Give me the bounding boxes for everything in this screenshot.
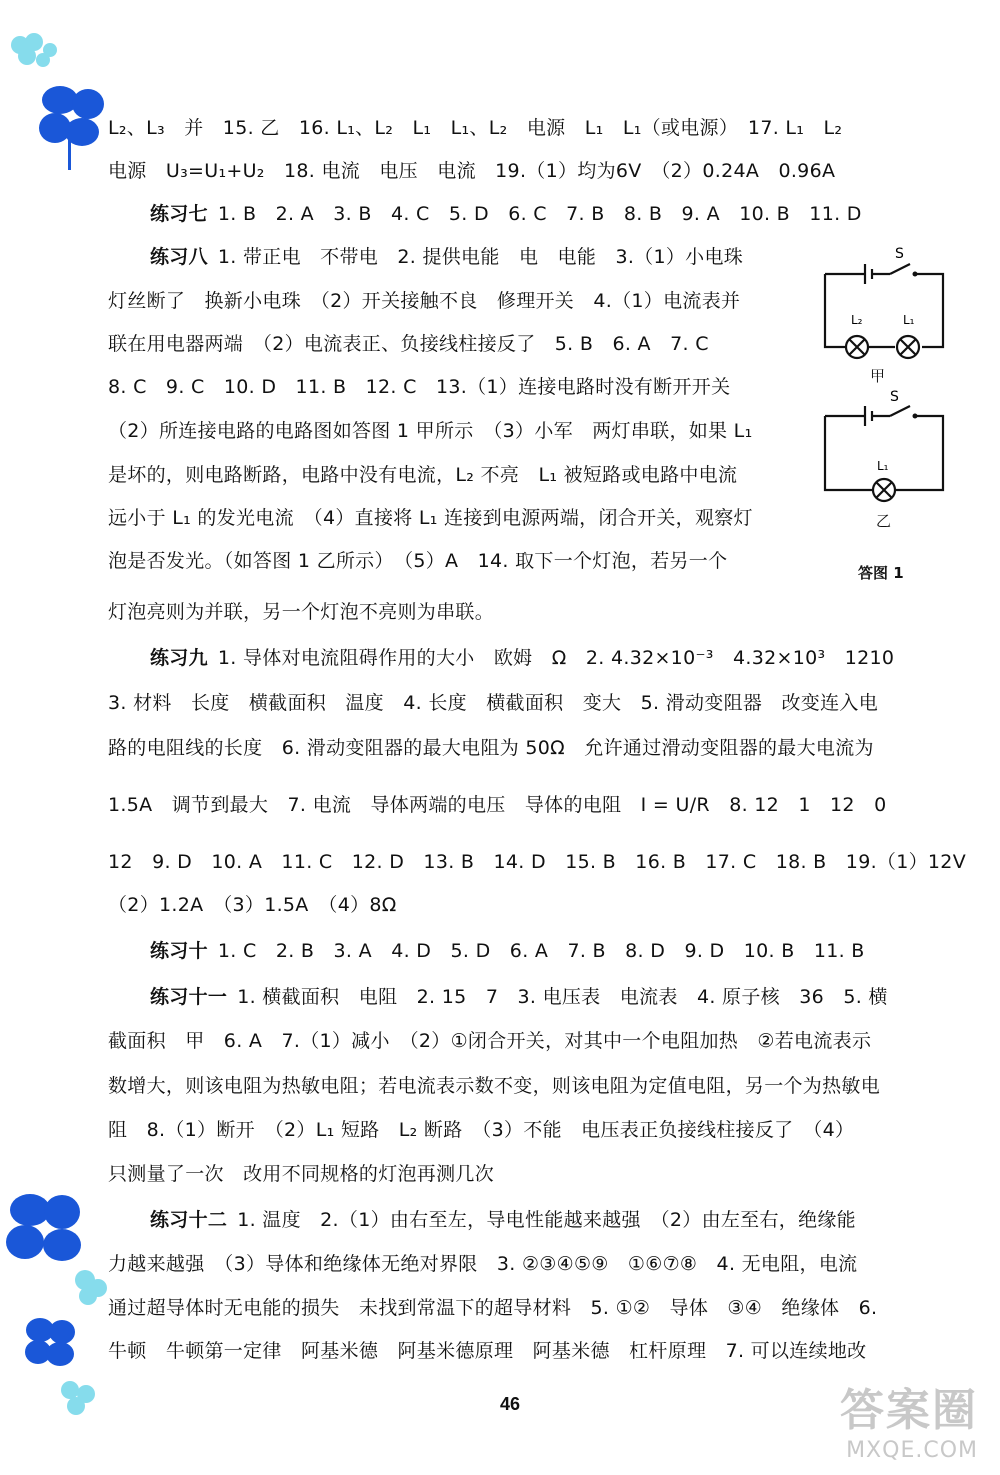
figure-title: 答图 1: [858, 564, 904, 582]
answer-line-6: 联在用电器两端 （2）电流表正、负接线柱接反了 5. B 6. A 7. C: [108, 333, 709, 355]
answer-line-15: 路的电阻线的长度 6. 滑动变阻器的最大电阻为 50Ω 允许通过滑动变阻器的最大电流为: [108, 737, 874, 759]
answer-line-18: （2）1.2A （3）1.5A （4）8Ω: [108, 894, 397, 916]
watermark-title: 答案圈: [840, 1385, 978, 1436]
lamp-label-single: L₁: [877, 459, 889, 473]
answer-line-21: 截面积 甲 6. A 7.（1）减小 （2）①闭合开关，对其中一个电阻加热 ②若电流表示: [108, 1030, 872, 1052]
answer-line-12: 灯泡亮则为并联，另一个灯泡不亮则为串联。: [108, 601, 495, 623]
exercise-7-block: [150, 201, 862, 227]
answer-line-11: 泡是否发光。（如答图 1 乙所示） （5）A 14. 取下一个灯泡，若另一个: [108, 550, 728, 572]
answer-line-10: 远小于 L₁ 的发光电流 （4）直接将 L₁ 连接到电源两端，闭合开关，观察灯: [108, 507, 753, 529]
section-heading-12: 练习十二: [150, 1209, 228, 1231]
exercise-9-block: [150, 645, 894, 671]
lamp-label-l2: L₂: [851, 313, 863, 327]
switch-label-a: S: [895, 246, 904, 262]
watermark-url: MXQE.COM: [846, 1438, 978, 1463]
clover-decoration-bottom: [0, 1190, 115, 1470]
answer-line-17: 12 9. D 10. A 11. C 12. D 13. B 14. D 15. B 16. B 17. C 18. B 19.（1）12V: [108, 851, 966, 873]
answer-line-22: 数增大，则该电阻为热敏电阻；若电流表示数不变，则该电阻为定值电阻，另一个为热敏电: [108, 1075, 881, 1097]
answer-line-5: 灯丝断了 换新小电珠 （2）开关接触不良 修理开关 4.（1）电流表并: [108, 290, 741, 312]
clover-decoration-top: [0, 30, 115, 190]
page-number: 46: [500, 1394, 521, 1414]
switch-label-b: S: [890, 389, 899, 405]
exercise-8-block: [150, 244, 743, 270]
answer-line-1: L₂、L₃ 并 15. 乙 16. L₁、L₂ L₁ L₁、L₂ 电源 L₁ L₁（或电源） 17. L₁ L₂: [108, 117, 843, 139]
exercise-9-line-1: 1. 导体对电流阻碍作用的大小 欧姆 Ω 2. 4.32×10⁻³ 4.32×10³ 1210: [217, 647, 895, 669]
watermark: [840, 1374, 978, 1463]
section-heading-9: 练习九: [150, 647, 208, 669]
circuit-diagram-b: [815, 388, 955, 503]
exercise-10-answers: 1. C 2. B 3. A 4. D 5. D 6. A 7. B 8. D 9. D 10. B 11. B: [217, 940, 865, 962]
answer-line-24: 只测量了一次 改用不同规格的灯泡再测几次: [108, 1163, 495, 1185]
figure-caption-a: 甲: [870, 367, 886, 385]
section-heading-8: 练习八: [150, 246, 208, 268]
answer-line-16: 1.5A 调节到最大 7. 电流 导体两端的电压 导体的电阻 I = U/R 8. 12 1 12 0: [108, 794, 887, 816]
exercise-11-block: [150, 984, 888, 1010]
section-heading-11: 练习十一: [150, 986, 228, 1008]
section-heading-10: 练习十: [150, 940, 208, 962]
exercise-10-block: [150, 938, 865, 964]
answer-line-8: （2）所连接电路的电路图如答图 1 甲所示 （3）小军 两灯串联，如果 L₁: [108, 420, 753, 442]
exercise-8-line-1: 1. 带正电 不带电 2. 提供电能 电 电能 3.（1）小电珠: [217, 246, 744, 268]
circuit-diagram-a: [815, 244, 955, 374]
answer-line-9: 是坏的，则电路断路，电路中没有电流，L₂ 不亮 L₁ 被短路或电路中电流: [108, 464, 738, 486]
answer-line-27: 通过超导体时无电能的损失 未找到常温下的超导材料 5. ①② 导体 ③④ 绝缘体 6.: [108, 1297, 878, 1319]
answer-line-14: 3. 材料 长度 横截面积 温度 4. 长度 横截面积 变大 5. 滑动变阻器 改变连入电: [108, 692, 879, 714]
exercise-12-block: [150, 1207, 856, 1233]
answer-line-2: 电源 U₃=U₁+U₂ 18. 电流 电压 电流 19.（1）均为6V （2）0.24A 0.96A: [108, 160, 836, 182]
exercise-7-answers: 1. B 2. A 3. B 4. C 5. D 6. C 7. B 8. B 9. A 10. B 11. D: [217, 203, 862, 225]
exercise-11-line-1: 1. 横截面积 电阻 2. 15 7 3. 电压表 电流表 4. 原子核 36 5. 横: [237, 986, 888, 1008]
answer-line-28: 牛顿 牛顿第一定律 阿基米德 阿基米德原理 阿基米德 杠杆原理 7. 可以连续地改: [108, 1340, 867, 1362]
answer-line-26: 力越来越强 （3）导体和绝缘体无绝对界限 3. ②③④⑤⑨ ①⑥⑦⑧ 4. 无电阻，电流: [108, 1253, 858, 1275]
exercise-12-line-1: 1. 温度 2.（1）由右至左，导电性能越来越强 （2）由左至右，绝缘能: [237, 1209, 856, 1231]
answer-line-23: 阻 8.（1）断开 （2）L₁ 短路 L₂ 断路 （3）不能 电压表正负接线柱接反了 （4）: [108, 1119, 855, 1141]
figure-caption-b: 乙: [876, 512, 892, 530]
section-heading-7: 练习七: [150, 203, 208, 225]
lamp-label-l1: L₁: [903, 313, 915, 327]
answer-line-7: 8. C 9. C 10. D 11. B 12. C 13.（1）连接电路时没有断开开关: [108, 376, 731, 398]
